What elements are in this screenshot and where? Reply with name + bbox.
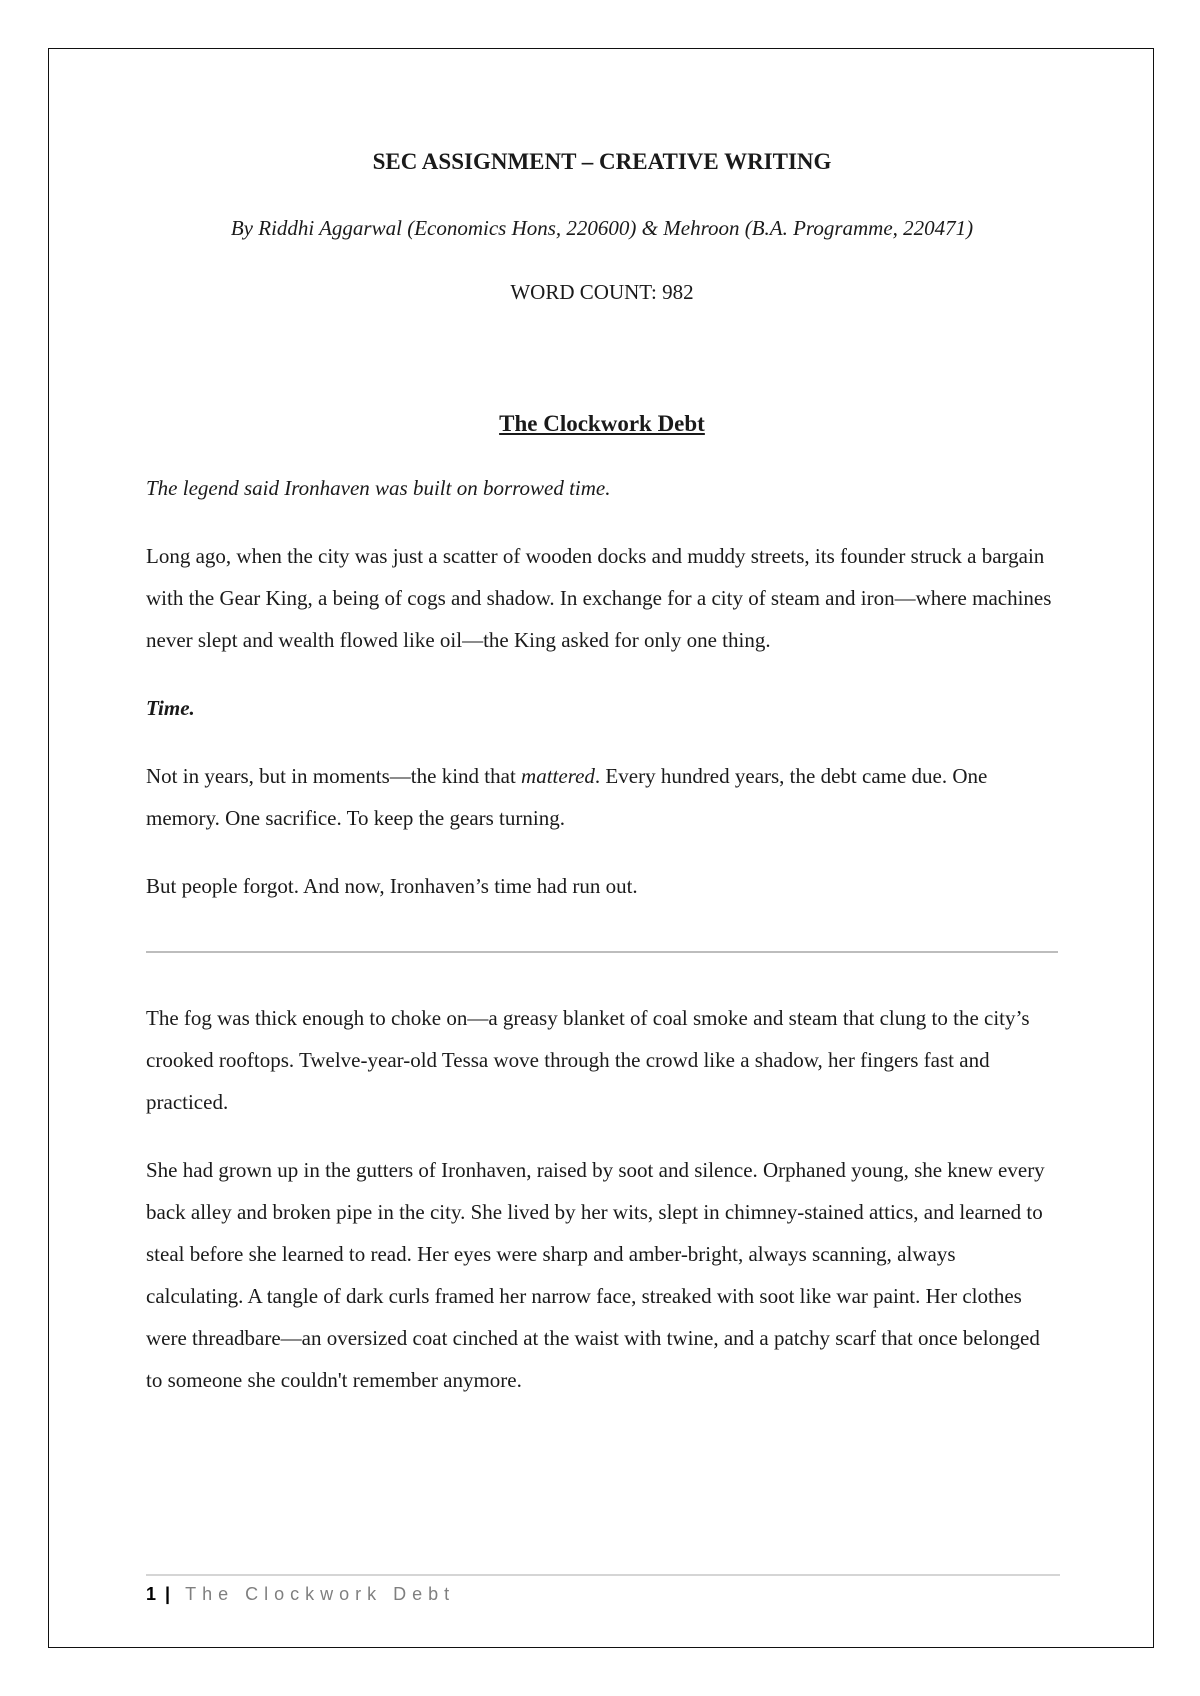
paragraph-3: But people forgot. And now, Ironhaven’s time had run out. <box>146 874 638 898</box>
document-body <box>146 145 1058 1401</box>
footer-separator: | <box>165 1584 171 1604</box>
paragraph-2-emphasis: mattered <box>521 764 595 788</box>
time-line: Time. <box>146 696 195 720</box>
paragraph-2-before: Not in years, but in moments—the kind that <box>146 764 522 788</box>
word-count: WORD COUNT: 982 <box>510 280 694 304</box>
page-footer <box>146 1582 455 1606</box>
paragraph-1: Long ago, when the city was just a scatter of wooden docks and muddy streets, its founder struck a bargain with the Gear King, a being of cogs and shadow. In exchange for a city of steam and iron—where machines never slept and wealth flowed like oil—the King asked for only one thing. <box>146 544 1052 652</box>
paragraph-2-after: . Every hundred years, the debt came due. One memory. One sacrifice. To keep the gears turning. <box>146 764 988 830</box>
paragraph-5: She had grown up in the gutters of Ironhaven, raised by soot and silence. Orphaned young, she knew every back alley and broken pipe in the city. She lived by her wits, slept in chimney-stained attics, and learned to steal before she learned to read. Her eyes were sharp and amber-bright, always scanning, always calculating. A tangle of dark curls framed her narrow face, streaked with soot like war paint. Her clothes were threadbare—an oversized coat cinched at the waist with twine, and a patchy scarf that once belonged to someone she couldn't remember anymore. <box>146 1158 1045 1392</box>
assignment-title: SEC ASSIGNMENT – CREATIVE WRITING <box>372 149 832 174</box>
byline: By Riddhi Aggarwal (Economics Hons, 220600) & Mehroon (B.A. Programme, 220471) <box>230 216 974 240</box>
section-divider <box>146 951 1058 953</box>
footer-title: The Clockwork Debt <box>185 1584 456 1604</box>
page-number: 1 <box>146 1584 157 1604</box>
paragraph-4: The fog was thick enough to choke on—a greasy blanket of coal smoke and steam that clung to the city’s crooked rooftops. Twelve-year-old Tessa wove through the crowd like a shadow, her fingers fast and practiced. <box>146 1006 1030 1114</box>
story-title: The Clockwork Debt <box>499 411 705 436</box>
legend-line: The legend said Ironhaven was built on borrowed time. <box>146 476 611 500</box>
footer-rule <box>146 1574 1060 1576</box>
paragraph-2 <box>146 755 1058 839</box>
